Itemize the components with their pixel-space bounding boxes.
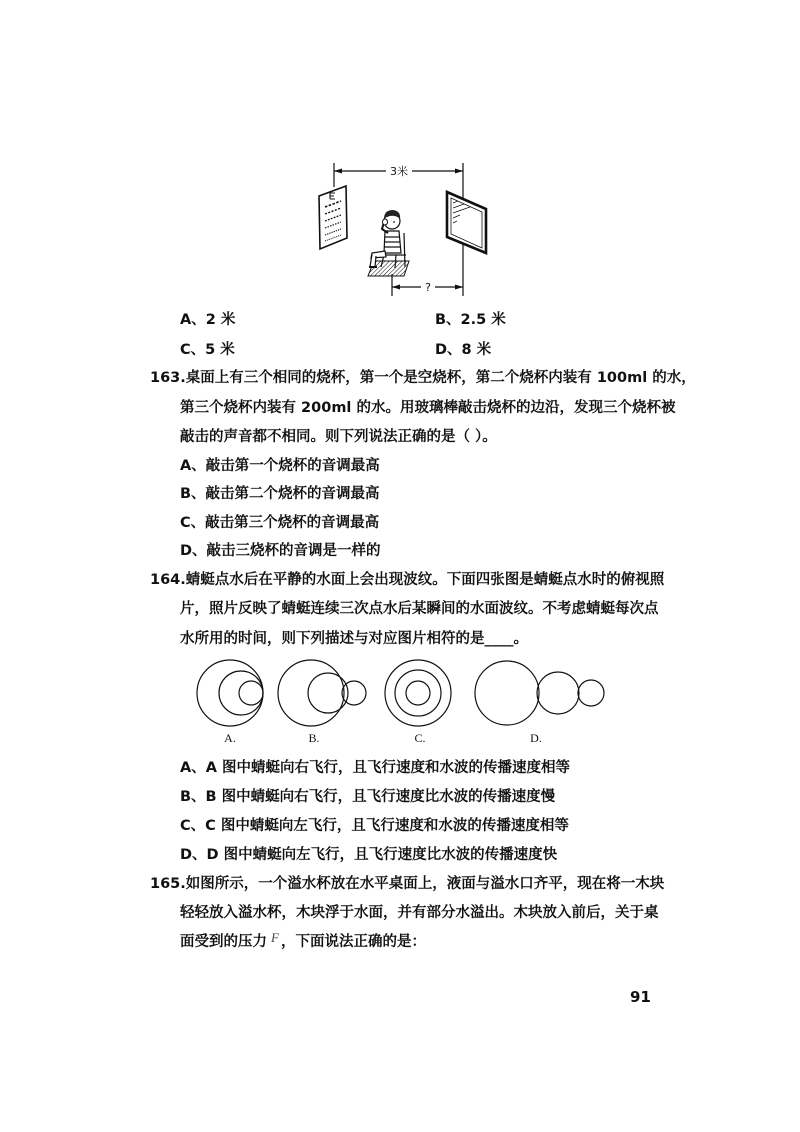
force-symbol: F — [271, 930, 279, 945]
q163-option-a: A、敲击第一个烧杯的音调最高 — [180, 458, 380, 474]
ripple-figure — [190, 655, 620, 750]
prev-option-d: D、8 米 — [435, 342, 492, 358]
prev-option-c: C、5 米 — [180, 342, 235, 358]
top-dimension-label: 3米 — [390, 165, 408, 178]
q164-stem-line-3: 水所用的时间，则下列描述与对应图片相符的是____。 — [180, 631, 528, 647]
bottom-dimension-label: ? — [425, 281, 431, 294]
q165-stem-line-2: 轻轻放入溢水杯，木块浮于水面，并有部分水溢出。木块放入前后，关于桌 — [180, 905, 659, 921]
prev-option-b: B、2.5 米 — [435, 312, 506, 328]
mirror — [447, 192, 486, 253]
q165-stem-line-1: 165.如图所示，一个溢水杯放在水平桌面上，液面与溢水口齐平，现在将一木块 — [150, 876, 665, 892]
ripple-label-b: B. — [308, 731, 320, 745]
ripple-label-c: C. — [414, 731, 426, 745]
ripple-figure-c — [385, 660, 451, 726]
q164-stem-line-1: 164.蜻蜓点水后在平静的水面上会出现波纹。下面四张图是蜻蜓点水时的俯视照 — [150, 572, 665, 588]
q163-option-d: D、敲击三烧杯的音调是一样的 — [180, 543, 381, 559]
ripple-figure-d — [475, 661, 604, 725]
q164-option-b: B、B 图中蜻蜓向右飞行，且飞行速度比水波的传播速度慢 — [180, 789, 556, 805]
q163-option-b: B、敲击第二个烧杯的音调最高 — [180, 486, 380, 502]
q165-stem-line-3 — [180, 932, 426, 952]
child-figure — [368, 210, 409, 276]
eye-test-figure — [300, 155, 500, 300]
ripple-label-d: D. — [530, 731, 542, 745]
q164-option-c: C、C 图中蜻蜓向左飞行，且飞行速度和水波的传播速度相等 — [180, 818, 569, 834]
q165-stem-line-3-before: 面受到的压力 — [180, 934, 267, 950]
q163-stem-line-2: 第三个烧杯内装有 200ml 的水。用玻璃棒敲击烧杯的边沿，发现三个烧杯被 — [180, 400, 676, 416]
q163-option-c: C、敲击第三个烧杯的音调最高 — [180, 515, 380, 531]
q164-option-d: D、D 图中蜻蜓向左飞行，且飞行速度比水波的传播速度快 — [180, 847, 558, 863]
prev-option-a: A、2 米 — [180, 312, 236, 328]
ripple-figure-a — [197, 660, 263, 726]
q164-option-a: A、A 图中蜻蜓向右飞行，且飞行速度和水波的传播速度相等 — [180, 760, 570, 776]
q164-stem-line-2: 片，照片反映了蜻蜓连续三次点水后某瞬间的水面波纹。不考虑蜻蜓每次点 — [180, 601, 659, 617]
q163-stem-line-3: 敲击的声音都不相同。则下列说法正确的是（ ）。 — [180, 429, 497, 445]
q165-stem-line-3-after: ，下面说法正确的是： — [280, 934, 426, 950]
ripple-label-a: A. — [224, 731, 236, 745]
q163-stem-line-1: 163.桌面上有三个相同的烧杯，第一个是空烧杯，第二个烧杯内装有 100ml 的水， — [150, 370, 696, 386]
page-number: 91 — [630, 988, 651, 1006]
eye-chart — [319, 186, 347, 249]
ripple-figure-b — [278, 660, 366, 726]
